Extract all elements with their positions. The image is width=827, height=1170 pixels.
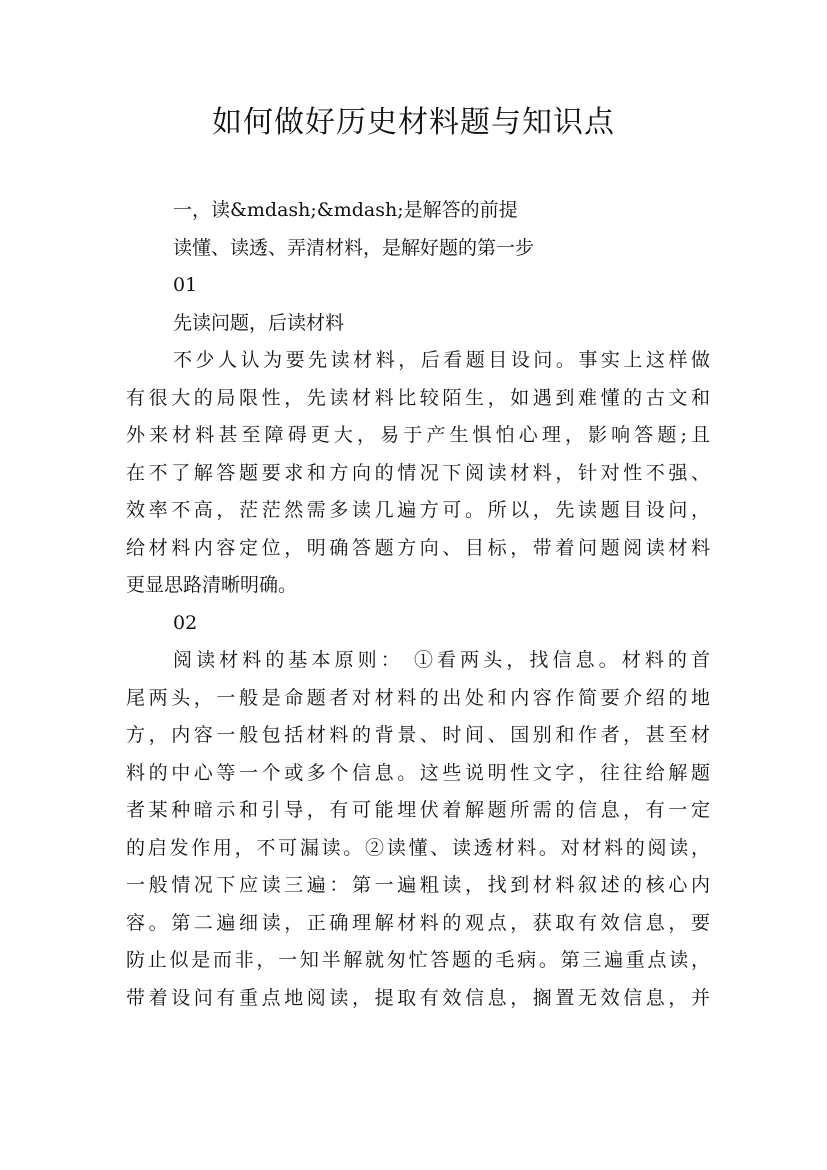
text-line: 02 (173, 611, 198, 634)
document-title: 如何做好历史材料题与知识点 (212, 105, 615, 140)
text-line: 者某种暗示和引导，有可能埋伏着解题所需的信息，有一定 (126, 799, 710, 821)
text-line: 一般情况下应读三遍：第一遍粗读，找到材料叙述的核心内 (126, 874, 710, 896)
text-line: 不少人认为要先读材料，后看题目设问。事实上这样做 (173, 349, 710, 371)
text-line: 防止似是而非，一知半解就匆忙答题的毛病。第三遍重点读， (126, 949, 710, 971)
text-line: 01 (173, 274, 198, 296)
text-line: 带着设问有重点地阅读，提取有效信息，搁置无效信息，并 (126, 986, 710, 1009)
text-line: 阅读材料的基本原则： ①看两头，找信息。材料的首 (173, 649, 710, 671)
text-line: 外来材料甚至障碍更大，易于产生惧怕心理，影响答题;且 (126, 424, 710, 446)
document-body (126, 192, 710, 1017)
text-line: 料的中心等一个或多个信息。这些说明性文字，往往给解题 (126, 761, 710, 784)
text-line: 一，读&mdash;&mdash;是解答的前提 (173, 199, 518, 221)
text-line: 效率不高，茫茫然需多读几遍方可。所以，先读题目设问， (126, 499, 710, 521)
text-line: 给材料内容定位，明确答题方向、目标，带着问题阅读材料 (126, 536, 710, 559)
text-line: 尾两头，一般是命题者对材料的出处和内容作简要介绍的地 (126, 686, 710, 709)
text-line: 在不了解答题要求和方向的情况下阅读材料，针对性不强、 (126, 461, 710, 484)
text-line: 方，内容一般包括材料的背景、时间、国别和作者，甚至材 (126, 724, 710, 746)
text-line: 先读问题，后读材料 (173, 311, 345, 334)
text-line: 读懂、读透、弄清材料，是解好题的第一步 (173, 236, 535, 259)
text-line: 有很大的局限性，先读材料比较陌生，如遇到难懂的古文和 (126, 386, 710, 409)
text-line: 的启发作用，不可漏读。②读懂、读透材料。对材料的阅读， (126, 836, 710, 859)
text-line: 更显思路清晰明确。 (126, 574, 298, 596)
text-line: 容。第二遍细读，正确理解材料的观点，获取有效信息，要 (126, 911, 710, 934)
